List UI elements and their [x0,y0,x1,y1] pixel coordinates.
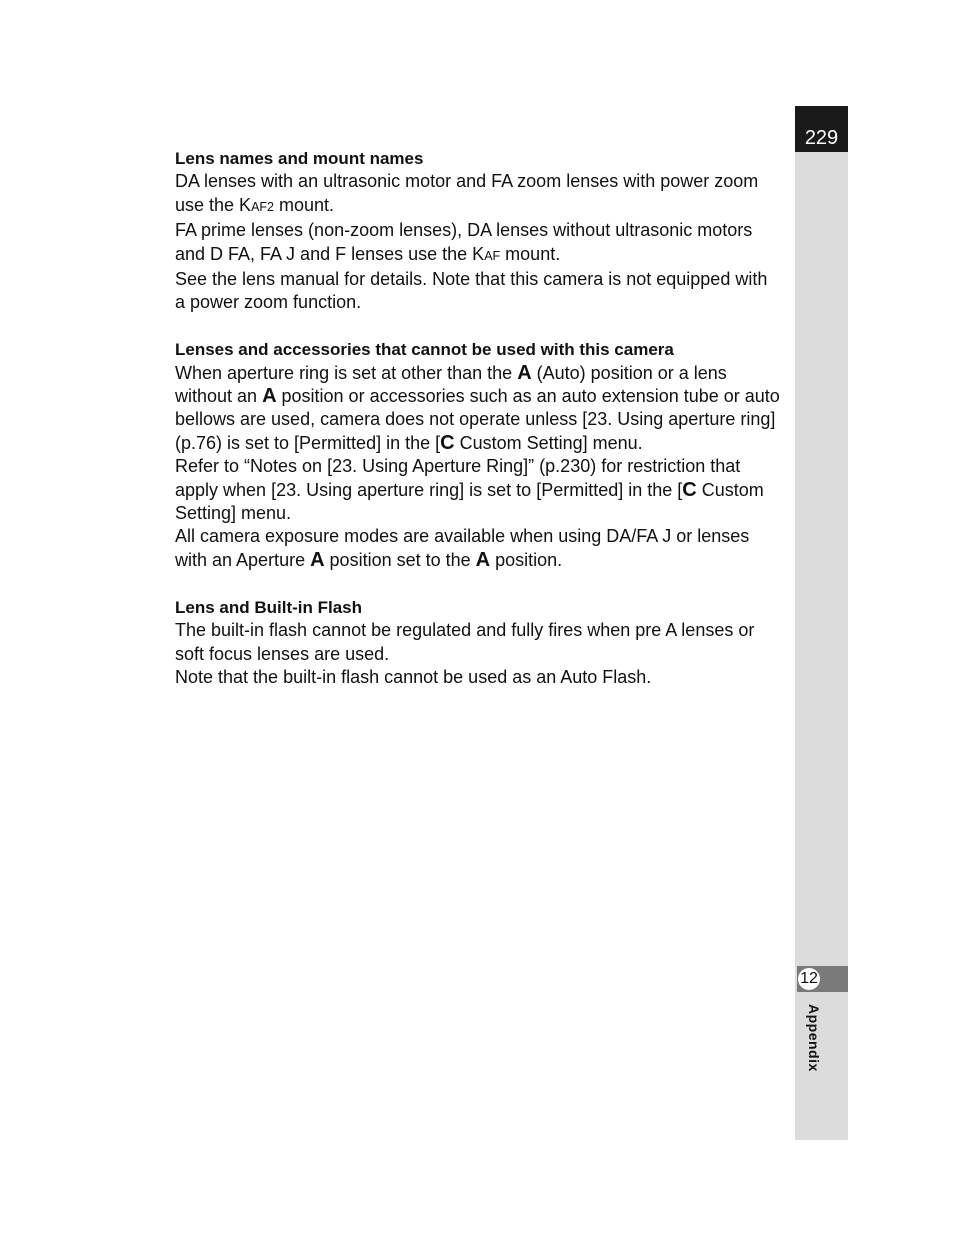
section-heading: Lens names and mount names [175,149,424,168]
paragraph [175,219,780,268]
aperture-a-icon: A [262,385,277,408]
text: (Auto) position or a lens without an [175,362,727,407]
text: Custom Setting] menu. [175,479,764,524]
paragraph [175,362,780,456]
text: Custom Setting] menu. [454,432,643,453]
paragraph: Note that the built-in flash cannot be used as an Auto Flash. [175,666,652,687]
text: mount. [274,194,335,215]
custom-setting-icon: C [682,478,697,501]
paragraph: See the lens manual for details. Note that this camera is not equipped with a power zoom function. [175,269,768,313]
text: position set to the [324,549,476,570]
text: When aperture ring is set at other than the [175,362,518,383]
main-content [175,147,780,713]
text: position. [490,549,563,570]
aperture-a-icon: A [310,548,325,571]
chapter-number: 12 [797,967,821,991]
aperture-a-icon: A [475,548,491,571]
mount-subscript: AF2 [251,199,274,214]
text: All camera exposure modes are available when using DA/FA J or lenses with an Aperture [175,526,750,570]
paragraph [175,455,780,525]
paragraph [175,525,780,572]
section-builtin-flash [175,596,780,690]
text: Refer to “Notes on [23. Using Aperture Ring]” (p.230) for restriction that apply when [23. Using aperture ring] is set to [Permitted] in the [ [175,456,741,500]
chapter-name: Appendix [806,1004,822,1072]
mount-subscript: AF [484,248,501,263]
text: FA prime lenses (non-zoom lenses), DA lenses without ultrasonic motors and D FA, FA J and F lenses use the K [175,220,753,264]
paragraph: The built-in flash cannot be regulated and fully fires when pre A lenses or soft focus lenses are used. [175,620,755,664]
text: position or accessories such as an auto extension tube or auto bellows are used, camera does not operate unless [23. Using aperture ring] (p.76) is set to [Permitted] in the [ [175,386,780,453]
section-heading: Lenses and accessories that cannot be used with this camera [175,340,674,360]
custom-setting-icon: C [440,431,455,454]
text: mount. [500,243,561,264]
paragraph [175,170,780,219]
page-number: 229 [795,106,848,152]
aperture-a-icon: A [517,361,532,384]
section-incompatible-lenses [175,338,780,572]
section-heading: Lens and Built-in Flash [175,597,363,617]
text: DA lenses with an ultrasonic motor and FA zoom lenses with power zoom use the K [175,171,759,215]
section-lens-mount-names [175,147,780,315]
